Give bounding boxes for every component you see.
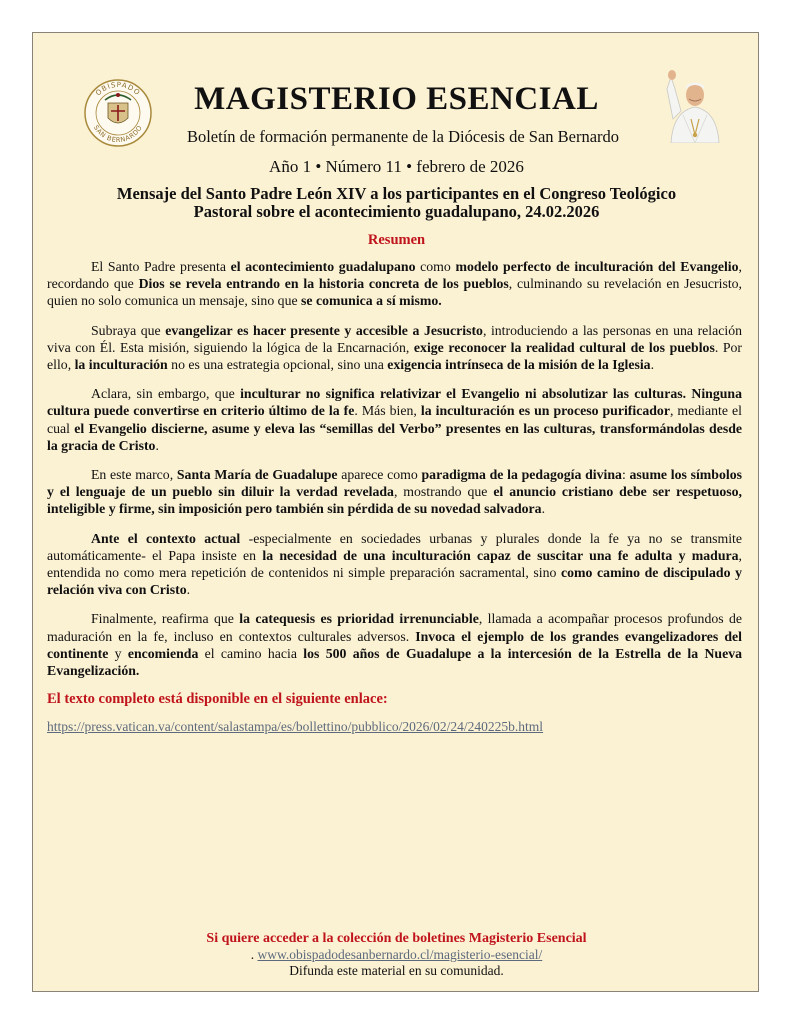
emphasis-text: la necesidad de una inculturación capaz de suscitar una fe adulta y madura — [262, 547, 739, 563]
paragraph-text: : — [621, 467, 630, 483]
footer-collection-text: Si quiere acceder a la colección de boletines Magisterio Esencial — [206, 931, 587, 946]
paragraph-text: Finalmente, reafirma que — [91, 611, 240, 627]
vatican-press-link[interactable]: https://press.vatican.va/content/salastampa/es/bollettino/pubblico/2026/02/24/240225b.html — [47, 719, 544, 735]
paragraph-text: el camino hacia — [198, 645, 304, 661]
emphasis-text: evangelizar es hacer presente y accesible a Jesucristo — [165, 322, 483, 338]
emphasis-text: los 500 años de Guadalupe a la intercesión de la Estrella de la Nueva Evangelización. — [47, 645, 743, 679]
paragraph-text: Aclara, sin embargo, que — [91, 386, 241, 402]
paragraph-text: , introduciendo a las personas en una relación viva con Él. Esta misión, siguiendo la lógica de la Encarnación, — [47, 322, 742, 355]
paragraph-text: , llamada a acompañar procesos profundos de maduración en la fe, incluso en contextos culturales adversos. — [47, 611, 742, 644]
emphasis-text: paradigma de la pedagogía divina — [421, 467, 622, 483]
collection-link[interactable]: www.obispadodesanbernardo.cl/magisterio-esencial/ — [257, 947, 543, 962]
headline-line-2: Pastoral sobre el acontecimiento guadalupano, 24.02.2026 — [193, 202, 600, 221]
emphasis-text: el Evangelio discierne, asume y eleva las “semillas del Verbo” presentes en las culturas, transformándolas desde la gracia de Cristo — [47, 420, 742, 453]
summary-paragraph — [47, 530, 742, 599]
full-text-notice: El texto completo está disponible en el siguiente enlace: — [47, 691, 388, 708]
summary-body — [47, 258, 742, 748]
paragraph-text: , entendida no como mera repetición de contenidos ni simple preparación sacramental, sino — [47, 547, 742, 581]
emphasis-text: exige reconocer la realidad cultural de los pueblos — [413, 339, 715, 355]
seal-text-top: OBISPADO — [94, 80, 142, 98]
bulletin-page — [32, 32, 759, 992]
paragraph-text: , culminando su revelación en Jesucristo, quien no solo comunica un mensaje, sino que — [47, 276, 743, 309]
emphasis-text: Ante el contexto actual — [91, 530, 241, 546]
paragraph-text: y — [108, 645, 128, 661]
summary-paragraph — [47, 610, 742, 679]
paragraph-text: , mediante el cual — [47, 403, 742, 436]
article-headline — [53, 185, 740, 221]
emphasis-text: la inculturación — [74, 357, 168, 373]
emphasis-text: la inculturación es un proceso purificador — [420, 403, 670, 419]
paragraph-text: . Por ello, — [47, 339, 742, 373]
footer-link-line — [33, 947, 760, 963]
paragraph-text: . — [155, 437, 159, 453]
paragraph-text: Subraya que — [91, 322, 166, 338]
summary-paragraph — [47, 258, 742, 310]
bulletin-subtitle: Boletín de formación permanente de la Diócesis de San Bernardo — [186, 127, 620, 146]
paragraph-text: . Más bien, — [354, 403, 421, 419]
paragraph-text: no es una estrategia opcional, sino una — [167, 357, 388, 373]
emphasis-text: la catequesis es prioridad irrenunciable — [239, 611, 479, 627]
pope-photo-icon — [653, 59, 737, 143]
emphasis-text: Invoca el ejemplo de los grandes evangelizadores del continente — [47, 628, 742, 661]
paragraph-text: . — [186, 582, 191, 598]
paragraph-text: -especialmente en sociedades urbanas y plurales donde la fe ya no se transmite automáticamente- el Papa insiste en — [47, 530, 742, 563]
emphasis-text: el anuncio cristiano debe ser respetuoso, inteligible y firme, sin imposición pero también sin pérdida de su novedad salvadora — [47, 484, 742, 517]
paragraph-text: , mostrando que — [393, 484, 494, 500]
emphasis-text: modelo perfecto de inculturación del Evangelio — [455, 259, 739, 274]
emphasis-text: encomienda — [127, 645, 199, 661]
summary-paragraph — [47, 385, 742, 454]
summary-paragraph — [47, 322, 742, 374]
emphasis-text: exigencia intrínseca de la misión de la Iglesia — [387, 357, 651, 373]
paragraph-text: El Santo Padre presenta — [91, 259, 231, 274]
headline-line-1: Mensaje del Santo Padre León XIV a los participantes en el Congreso Teológico — [116, 184, 677, 203]
paragraph-text: como — [415, 259, 456, 274]
emphasis-text: como camino de discipulado y relación viva con Cristo — [47, 565, 743, 598]
paragraph-text: En este marco, — [91, 467, 177, 483]
paragraph-text: . — [541, 501, 546, 517]
paragraph-text: aparece como — [337, 467, 422, 483]
emphasis-text: se comunica a sí mismo. — [301, 293, 442, 309]
summary-paragraph — [47, 466, 742, 518]
emphasis-text: Dios se revela entrando en la historia concreta de los pueblos — [138, 276, 509, 292]
footer-share-text: Difunda este material en su comunidad. — [289, 963, 504, 978]
bulletin-title: MAGISTERIO ESENCIAL — [194, 81, 599, 117]
emphasis-text: el acontecimiento guadalupano — [230, 259, 416, 274]
footer — [33, 931, 760, 979]
seal-text-bottom: SAN BERNARDO — [91, 123, 145, 145]
issue-info: Año 1 • Número 11 • febrero de 2026 — [269, 157, 524, 176]
emphasis-text: inculturar no significa relativizar el Evangelio ni absolutizar las culturas. Ninguna cultura puede convertirse en criterio último de la fe — [47, 386, 742, 419]
summary-label: Resumen — [367, 232, 426, 248]
emphasis-text: Santa María de Guadalupe — [176, 467, 338, 483]
footer-link-prefix: . — [250, 947, 258, 962]
emphasis-text: asume los símbolos y el lenguaje de un pueblo sin diluir la verdad revelada — [47, 467, 742, 500]
paragraph-text: . — [650, 357, 655, 373]
paragraph-text: , recordando que — [47, 259, 742, 292]
